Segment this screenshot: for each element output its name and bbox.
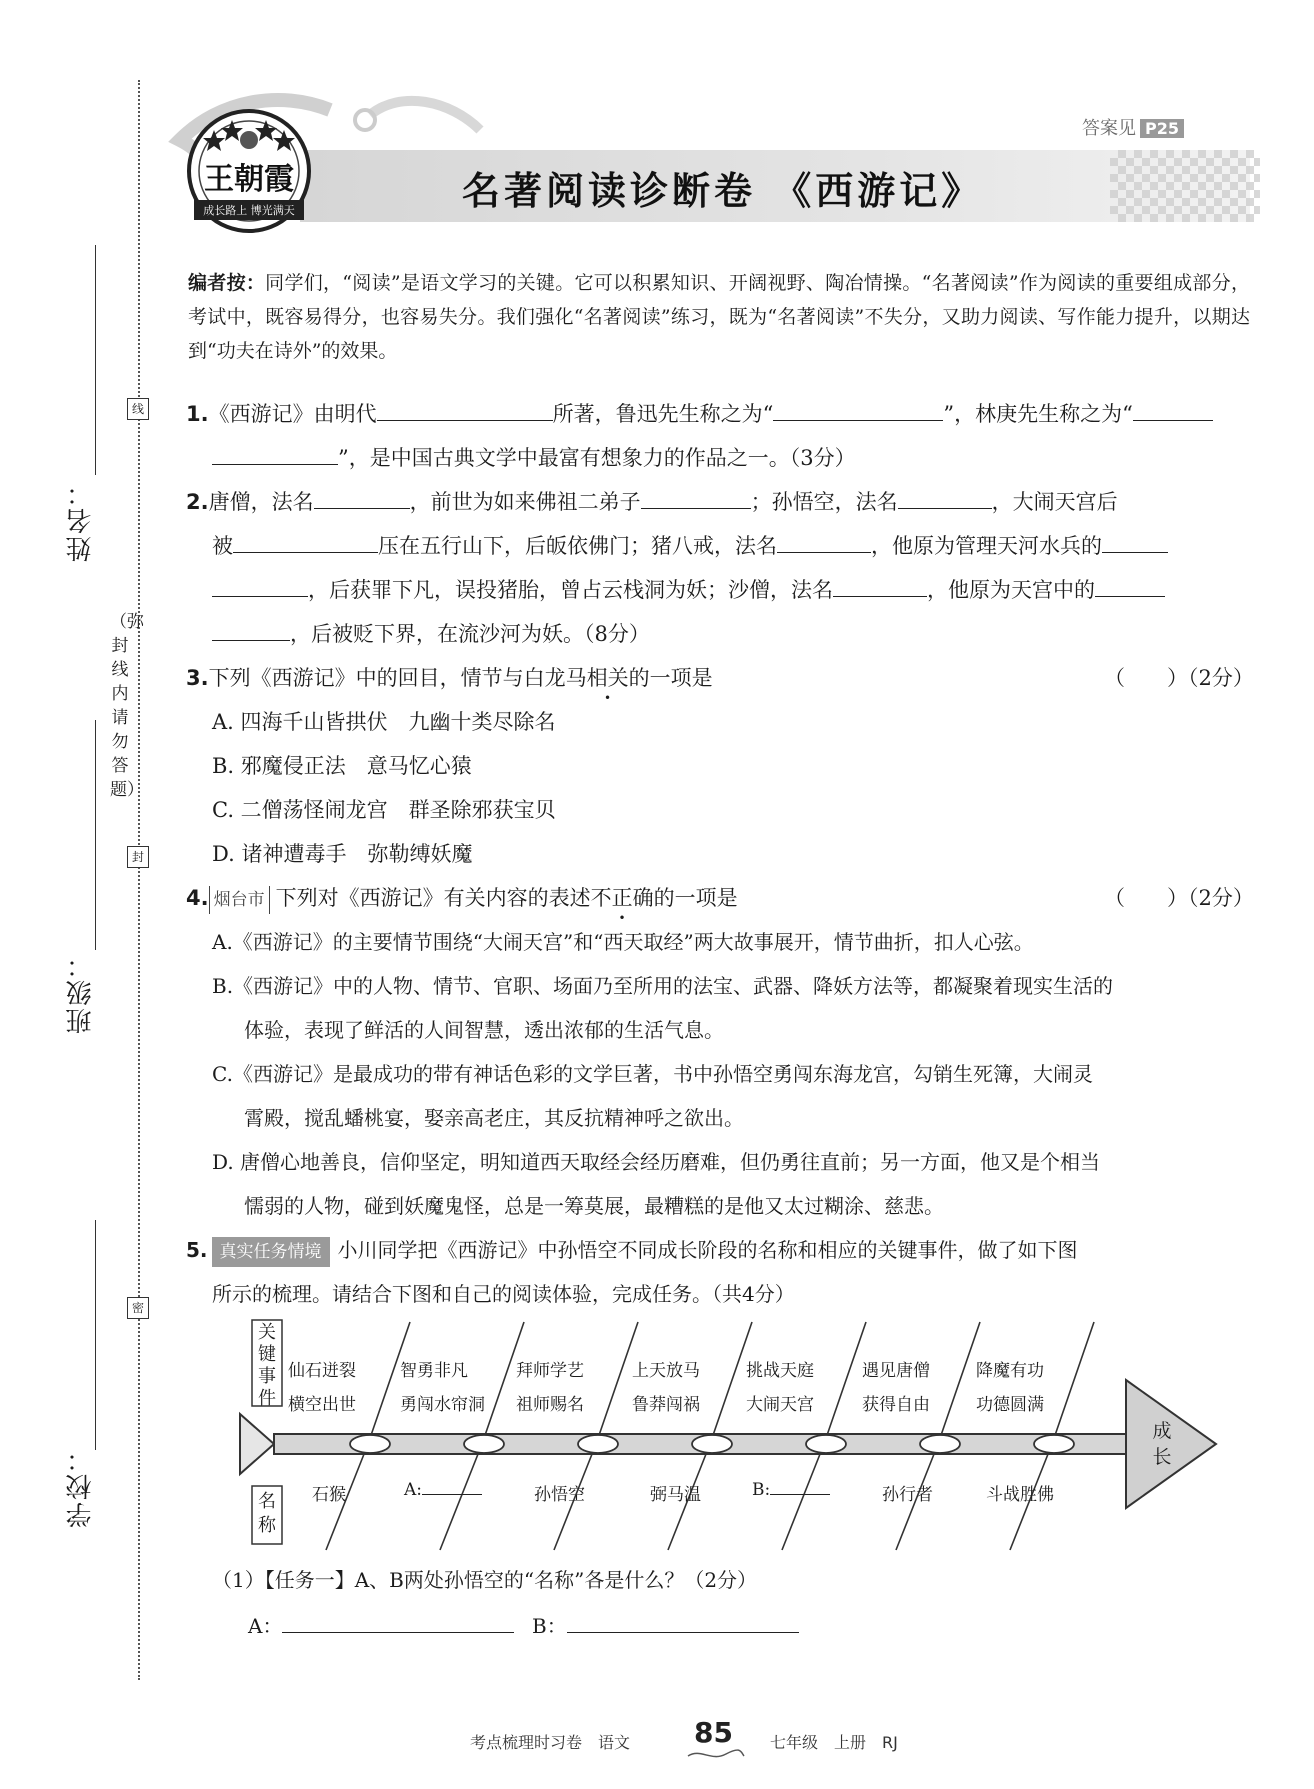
seal-mark-seal: 封 — [127, 846, 149, 868]
q2-number: 2. — [186, 490, 209, 514]
q1-text-2: 所著，鲁迅先生称之为“ — [552, 402, 774, 426]
class-underline — [95, 720, 96, 950]
growth-arrow-label: 成长 — [1152, 1420, 1172, 1468]
q5-text-1: 小川同学把《西游记》中孙悟空不同成长阶段的名称和相应的关键事件，做了如下图 — [337, 1238, 1078, 1262]
logo-slogan: 成长路上 博光满天 — [203, 204, 295, 217]
q5-number: 5. — [186, 1238, 208, 1262]
q2-blank-sha-role-cont[interactable] — [212, 622, 290, 641]
q2-line1 — [186, 488, 1118, 516]
q4-option-a[interactable]: A.《西游记》的主要情节围绕“大闹天宫”和“西天取经”两大故事展开，情节曲折，扣人心弦。 — [212, 930, 1034, 954]
diagram-tail-triangle — [240, 1414, 274, 1474]
events-axis-label: 关键事件 — [258, 1322, 276, 1409]
q4-stem — [186, 884, 738, 914]
q1-blank-luxun[interactable] — [773, 402, 943, 421]
name-underline — [95, 245, 96, 475]
editor-note — [188, 266, 1250, 368]
q5-answer-b — [532, 1612, 799, 1640]
q2-text-1c: ；孙悟空，法名 — [750, 490, 898, 514]
seal-mark-line: 线 — [127, 398, 149, 420]
footer-book-info: 考点梳理时习卷 语文 — [470, 1733, 631, 1752]
q2-blank-tang-past[interactable] — [641, 490, 751, 509]
banner-checker-pattern — [1110, 150, 1260, 222]
school-label: 学校： — [66, 1444, 96, 1528]
q2-blank-zhu-role-cont[interactable] — [212, 578, 308, 597]
event-3: 拜师学艺 祖师赐名 — [516, 1361, 584, 1415]
q4-option-b-line2: 体验，表现了鲜活的人间智慧，透出浓郁的生活气息。 — [244, 1018, 724, 1042]
stage-name-1: 石猴 — [312, 1485, 346, 1505]
q3-stem — [186, 664, 713, 692]
q4-score[interactable]: （ ）（2分） — [1104, 886, 1254, 910]
stage-name-b[interactable]: B: — [752, 1480, 830, 1500]
q5-task1: （1）【任务一】A、B两处孙悟空的“名称”各是什么？（2分） — [212, 1568, 758, 1592]
q4-stem-emphasis: 不正确 — [590, 886, 654, 910]
q2-blank-sun-name[interactable] — [898, 490, 992, 509]
event-1: 仙石迸裂 横空出世 — [288, 1361, 356, 1415]
q3-option-d[interactable]: D. 诸神遭毒手 弥勒缚妖魔 — [212, 842, 473, 866]
stage-name-4: 弼马温 — [650, 1485, 701, 1505]
q4-option-d-line1[interactable]: D. 唐僧心地善良，信仰坚定，明知道西天取经会经历磨难，但仍勇往直前；另一方面，他又是个相当 — [212, 1150, 1101, 1174]
q3-stem-emphasis: 相关 — [586, 666, 629, 690]
q2-blank-zhu-name[interactable] — [777, 534, 871, 553]
seal-mark-secret: 密 — [127, 1297, 149, 1319]
q1-line1 — [186, 400, 1213, 428]
q3-score[interactable]: （ ）（2分） — [1104, 666, 1254, 690]
q4-stem-b: 的一项是 — [653, 886, 738, 910]
q1-blank-lingeng[interactable] — [1133, 402, 1213, 421]
q2-text-3b: ，他原为天宫中的 — [927, 578, 1095, 602]
q2-blank-zhu-role[interactable] — [1102, 534, 1168, 553]
event-2: 智勇非凡 勇闯水帘洞 — [400, 1361, 485, 1415]
q4-region-tag: 烟台市 — [209, 886, 270, 914]
q1-line2 — [212, 444, 856, 472]
q5-answer-a-label: A： — [248, 1614, 283, 1638]
q2-text-1d: ，大闹天宫后 — [991, 490, 1118, 514]
page-number: 85 — [694, 1716, 733, 1749]
q1-text-3: ”，林庚先生称之为“ — [943, 402, 1133, 426]
stage-name-a[interactable]: A: — [404, 1480, 482, 1500]
answer-reference — [1082, 114, 1184, 140]
class-label: 班级： — [66, 950, 96, 1034]
q4-option-d-line2: 懦弱的人物，碰到妖魔鬼怪，总是一筹莫展，最糟糕的是他又太过糊涂、慈悲。 — [244, 1194, 944, 1218]
q4-option-b-line1[interactable]: B.《西游记》中的人物、情节、官职、场面乃至所用的法宝、武器、降妖方法等，都凝聚着现实生活的 — [212, 974, 1114, 998]
event-7: 降魔有功 功德圆满 — [976, 1361, 1044, 1415]
q5-task-tag: 真实任务情境 — [212, 1237, 330, 1267]
q2-text-2c: ，他原为管理天河水兵的 — [871, 534, 1102, 558]
q2-text-3a: ，后获罪下凡，误投猪胎，曾占云栈洞为妖；沙僧，法名 — [308, 578, 833, 602]
q5-stem-line1 — [186, 1236, 1078, 1267]
q3-option-c[interactable]: C. 二僧荡怪闹龙宫 群圣除邪获宝贝 — [212, 798, 556, 822]
q4-option-c-line2: 霄殿，搅乱蟠桃宴，娶亲高老庄，其反抗精神呼之欲出。 — [244, 1106, 744, 1130]
name-label: 姓名： — [66, 478, 96, 562]
names-axis-label: 名称 — [258, 1491, 276, 1536]
q4-number: 4. — [186, 886, 209, 910]
q5-answer-a-field[interactable] — [282, 1614, 514, 1633]
stage-name-6: 孙行者 — [882, 1485, 933, 1505]
q2-text-2a: 被 — [212, 534, 233, 558]
q3-number: 3. — [186, 666, 209, 690]
q2-text-1a: 唐僧，法名 — [208, 490, 314, 514]
logo-text: 王朝霞 — [204, 162, 294, 197]
growth-fishbone-diagram — [238, 1318, 1228, 1554]
q1-text-1: 《西游记》由明代 — [208, 402, 377, 426]
answer-ref-prefix: 答案见 — [1082, 118, 1136, 139]
q2-text-4a: ，后被贬下界，在流沙河为妖。（8分） — [290, 622, 650, 646]
stage-name-3: 孙悟空 — [534, 1485, 585, 1505]
stage-name-7: 斗战胜佛 — [986, 1485, 1054, 1505]
page-number-swash-icon — [686, 1748, 746, 1762]
binding-dotted-line — [138, 80, 140, 1680]
q5-answer-b-label: B： — [532, 1614, 567, 1638]
school-underline — [95, 1220, 96, 1450]
no-answer-note: （弥封线内请勿答题） — [110, 612, 144, 800]
q5-stem-line2: 所示的梳理。请结合下图和自己的阅读体验，完成任务。（共4分） — [212, 1282, 795, 1306]
footer-grade-info: 七年级 上册 RJ — [770, 1733, 898, 1752]
event-6: 遇见唐僧 获得自由 — [862, 1361, 930, 1415]
q5-answer-a — [248, 1612, 514, 1640]
q1-number: 1. — [186, 402, 209, 426]
q3-option-a[interactable]: A. 四海千山皆拱伏 九幽十类尽除名 — [212, 710, 556, 734]
q4-stem-a: 下列对《西游记》有关内容的表述 — [275, 886, 591, 910]
q1-text-4: ”，是中国古典文学中最富有想象力的作品之一。（3分） — [338, 446, 856, 470]
answer-ref-page: P25 — [1140, 119, 1184, 138]
q3-stem-b: 的一项是 — [628, 666, 713, 690]
q2-blank-suppressor[interactable] — [233, 534, 378, 553]
brand-logo — [186, 108, 312, 234]
q5-answer-b-field[interactable] — [567, 1614, 799, 1633]
q3-option-b[interactable]: B. 邪魔侵正法 意马忆心猿 — [212, 754, 472, 778]
event-5: 挑战天庭 大闹天宫 — [746, 1361, 814, 1415]
q2-text-2b: 压在五行山下，后皈依佛门；猪八戒，法名 — [378, 534, 777, 558]
q1-blank-lingeng-cont[interactable] — [212, 446, 338, 465]
q2-blank-tang-name[interactable] — [314, 490, 410, 509]
event-4: 上天放马 鲁莽闯祸 — [632, 1361, 700, 1415]
q2-text-1b: ，前世为如来佛祖二弟子 — [409, 490, 641, 514]
q1-blank-author[interactable] — [377, 402, 553, 421]
stage-name-a-blank[interactable] — [422, 1480, 482, 1495]
q3-stem-a: 下列《西游记》中的回目，情节与白龙马 — [208, 666, 587, 690]
stage-name-b-blank[interactable] — [770, 1480, 830, 1495]
q2-line4 — [212, 620, 650, 648]
editor-note-label: 编者按： — [188, 272, 266, 294]
editor-note-text: 同学们，“阅读”是语文学习的关键。它可以积累知识、开阔视野、陶冶情操。“名著阅读”作为阅读的重要组成部分，考试中，既容易得分，也容易失分。我们强化“名著阅读”练习，既为“名著阅读”不失分，又助力阅读、写作能力提升，以期达到“功夫在诗外”的效果。 — [188, 272, 1250, 362]
q2-blank-sha-name[interactable] — [833, 578, 927, 597]
page-title: 名著阅读诊断卷 《西游记》 — [462, 169, 984, 213]
q4-option-c-line1[interactable]: C.《西游记》是最成功的带有神话色彩的文学巨著，书中孙悟空勇闯东海龙宫，勾销生死簿，大闹灵 — [212, 1062, 1093, 1086]
q2-blank-sha-role[interactable] — [1095, 578, 1165, 597]
q2-line3 — [212, 576, 1165, 604]
q2-line2 — [212, 532, 1168, 560]
